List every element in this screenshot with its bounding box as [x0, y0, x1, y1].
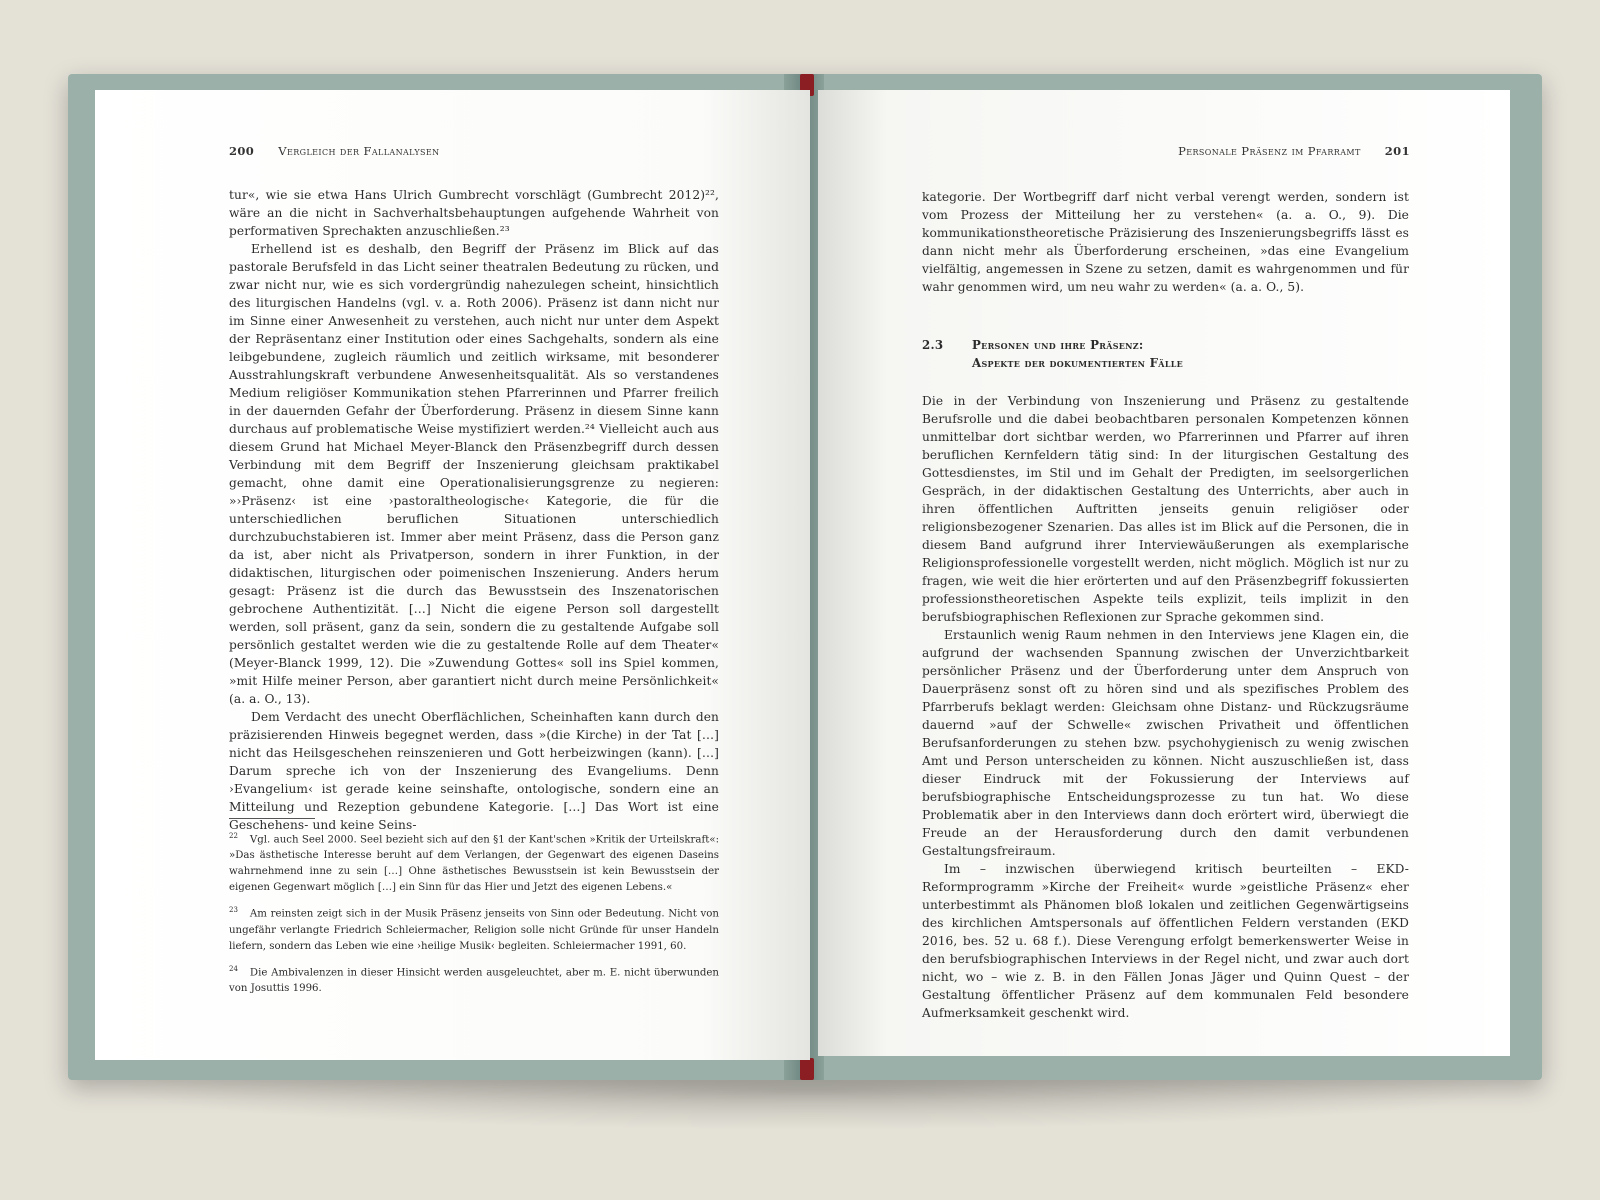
right-page — [818, 90, 1510, 1056]
running-head-left — [229, 144, 440, 158]
footnote-divider — [229, 818, 315, 819]
page-number-left: 200 — [229, 144, 255, 158]
footnote — [229, 828, 719, 896]
footnote — [229, 961, 719, 997]
footnote — [229, 902, 719, 954]
footnote-text: Am reinsten zeigt sich in der Musik Präsenz jenseits von Sinn oder Bedeutung. Nicht von ungefähr verlangte Friedrich Schleiermacher, Religion solle nicht Gründe für unser Handeln liefern, sondern das Leben wie eine ›heilige Musik‹ begleiten. Schleiermacher 1991, 60. — [229, 908, 719, 952]
section-heading — [922, 336, 1183, 372]
page-number-right: 201 — [1384, 144, 1410, 158]
footnotes — [229, 828, 719, 1003]
intro-text-right — [922, 188, 1409, 296]
section-title-line1: Personen und ihre Präsenz: — [972, 338, 1144, 352]
running-head-title-right: Personale Präsenz im Pfarramt — [1178, 144, 1361, 158]
paragraph: Im – inzwischen überwiegend kritisch beurteilten – EKD-Reformprogramm »Kirche der Freiheit« wurde »geistliche Präsenz« eher unterbestimmt als Phänomen bloß lokalen und zeitlichen Gegenwärtigseins des kirchlichen Amtspersonals auf öffentlichen Feldern verstanden (EKD 2016, bes. 52 u. 68 f.). Diese Verengung erfolgt bemerkenswerter Weise in den berufsbiographischen Interviews in der Regel nicht, und zwar auch dort nicht, wo – wie z. B. in den Fällen Jonas Jäger und Quinn Quest – der Gestaltung öffentlicher Präsenz auf dem kommunalen Feld besondere Aufmerksamkeit geschenkt wird. — [922, 862, 1409, 1020]
paragraph: kategorie. Der Wortbegriff darf nicht verbal verengt werden, sondern ist vom Prozess der Mitteilung her zu verstehen« (a. a. O., 9). Die kommunikationstheoretische Präzisierung des Inszenierungsbegriffs lässt es dann nicht mehr als Überforderung erscheinen, »das eine Evangelium vielfältig, angemessen in Szene zu setzen, damit es wahrgenommen und für wahr genommen wird, um neu wahr zu werden« (a. a. O., 5). — [922, 190, 1409, 294]
paragraph: Erhellend ist es deshalb, den Begriff der Präsenz im Blick auf das pastorale Berufsfeld in das Licht seiner theatralen Bedeutung zu rücken, und zwar nicht nur, wie es sich vordergründig nahezulegen scheint, hinsichtlich des liturgischen Handelns (vgl. v. a. Roth 2006). Präsenz ist dann nicht nur im Sinne einer Anwesenheit zu verstehen, auch nicht nur unter dem Aspekt der Repräsentanz einer Institution oder eines Sachgehalts, sondern als eine leibgebundene, zugleich räumlich und zeitlich wirksame, mit besonderer Ausstrahlungskraft verbundene Anwesenheitsqualität. Als so verstandenes Medium religiöser Kommunikation stehen Pfarrerinnen und Pfarrer freilich in der dauernden Gefahr der Überforderung. Präsenz in diesem Sinne kann durchaus auf problematische Weise mystifiziert werden.²⁴ Vielleicht auch aus diesem Grund hat Michael Meyer-Blanck den Präsenzbegriff durch dessen Verbindung mit dem Begriff der Inszenierung gleichsam praktikabel gemacht, ohne damit eine Operationalisierungsgrenze zu negieren: »›Präsenz‹ ist eine ›pastoraltheologische‹ Kategorie, die für die unterschiedlichen beruflichen Situationen unterschiedlich durchzubuchstabieren ist. Immer aber meint Präsenz, dass die Person ganz da ist, aber nicht als Privatperson, sondern in ihrer Funktion, in der didaktischen, liturgischen oder poimenischen Inszenierung. Anders herum gesagt: Präsenz ist die durch das Bewusstsein des Inszenatorischen gebrochene Authentizität. […] Nicht die eigene Person soll dargestellt werden, soll präsent, ganz da sein, sondern die zu gestaltende Aufgabe soll persönlich gestaltet werden wie die zu gestaltende Rolle auf dem Theater« (Meyer-Blanck 1999, 12). Die »Zuwendung Gottes« soll ins Spiel kommen, »mit Hilfe meiner Person, aber garantiert nicht durch meine Persönlichkeit« (a. a. O., 13). — [229, 242, 719, 706]
left-page — [95, 90, 810, 1060]
running-head-title-left: Vergleich der Fallanalysen — [278, 144, 440, 158]
body-text-right — [922, 392, 1409, 1022]
footnote-text: Die Ambivalenzen in dieser Hinsicht werden ausgeleuchtet, aber m. E. nicht überwunden von Josuttis 1996. — [229, 967, 719, 995]
footnote-number: 22 — [229, 832, 238, 840]
paragraph: Erstaunlich wenig Raum nehmen in den Interviews jene Klagen ein, die aufgrund der wachsenden Spannung zwischen der Unverzichtbarkeit persönlicher Präsenz und der Überforderung unter dem Anspruch von Dauerpräsenz sonst oft zu hören sind und als spezifisches Problem des Pfarrberufs beklagt werden: Gleichsam ohne Distanz- und Rückzugsräume dauernd »auf der Schwelle« zwischen Privatheit und öffentlichen Berufsanforderungen zu stehen bzw. psychohygienisch zu wenig zwischen Amt und Person unterscheiden zu können. Nicht auszuschließen ist, dass dieser Eindruck mit der Fokussierung der Interviews auf berufsbiographische Entscheidungsprozesse zu tun hat. Wo diese Problematik aber in den Interviews dann doch erörtert wird, überwiegt die Freude an der Herausforderung durch den damit verbundenen Gestaltungsfreiraum. — [922, 628, 1409, 858]
section-title-line2: Aspekte der dokumentierten Fälle — [972, 356, 1184, 370]
paragraph: Dem Verdacht des unecht Oberflächlichen, Scheinhaften kann durch den präzisierenden Hinweis begegnet werden, dass »(die Kirche) in der Tat […] nicht das Heilsgeschehen reinszenieren und Gott herbeizwingen (kann). […] Darum spreche ich von der Inszenierung des Evangeliums. Denn ›Evangelium‹ ist gerade keine seinshafte, ontologische, sondern eine an Mitteilung und Rezeption gebundene Kategorie. […] Das Wort ist eine Geschehens- und keine Seins- — [229, 710, 719, 832]
body-text-left — [229, 186, 719, 834]
running-head-right — [1178, 144, 1410, 158]
footnote-text: Vgl. auch Seel 2000. Seel bezieht sich auf den §1 der Kant'schen »Kritik der Urteilskraft«: »Das ästhetische Interesse beruht auf dem Verlangen, der Gegenwart des eigenen Daseins wahrnehmend inne zu sein […] Ohne ästhetisches Bewusstsein ist kein Bewusstsein der eigenen Gegenwart möglich […] ein Sinn für das Hier und Jetzt des eigenen Lebens.« — [229, 834, 719, 894]
paragraph: Die in der Verbindung von Inszenierung und Präsenz zu gestaltende Berufsrolle und die dabei beobachtbaren personalen Kompetenzen können unmittelbar dort sichtbar werden, wo Pfarrerinnen und Pfarrer auf ihren beruflichen Kernfeldern tätig sind: In der liturgischen Gestaltung des Gottesdienstes, im Stil und im Gehalt der Predigten, im seelsorgerlichen Gespräch, in der didaktischen Gestaltung des Unterrichts, aber auch in ihren öffentlichen Auftritten jenseits genuin religiöser oder religionsbezogener Szenarien. Das alles ist im Blick auf die Personen, die in diesem Band aufgrund ihrer Interviewäußerungen als exemplarische Religionsprofessionelle vorgestellt werden, nicht möglich. Möglich ist nur zu fragen, wie weit die hier erörterten und auf den Präsenzbegriff fokussierten professionstheoretischen Aspekte teils explizit, teils implizit in den berufsbiographischen Reflexionen zur Sprache gekommen sind. — [922, 394, 1409, 624]
paragraph: tur«, wie sie etwa Hans Ulrich Gumbrecht vorschlägt (Gumbrecht 2012)²², wäre an die nicht in Sachverhaltsbehauptungen aufgehende Wahrheit von performativen Sprechakten anzuschließen.²³ — [229, 188, 719, 238]
footnote-number: 23 — [229, 906, 238, 915]
footnote-number: 24 — [229, 964, 238, 973]
bookmark-ribbon-bottom — [800, 1058, 814, 1080]
section-number: 2.3 — [922, 338, 944, 352]
